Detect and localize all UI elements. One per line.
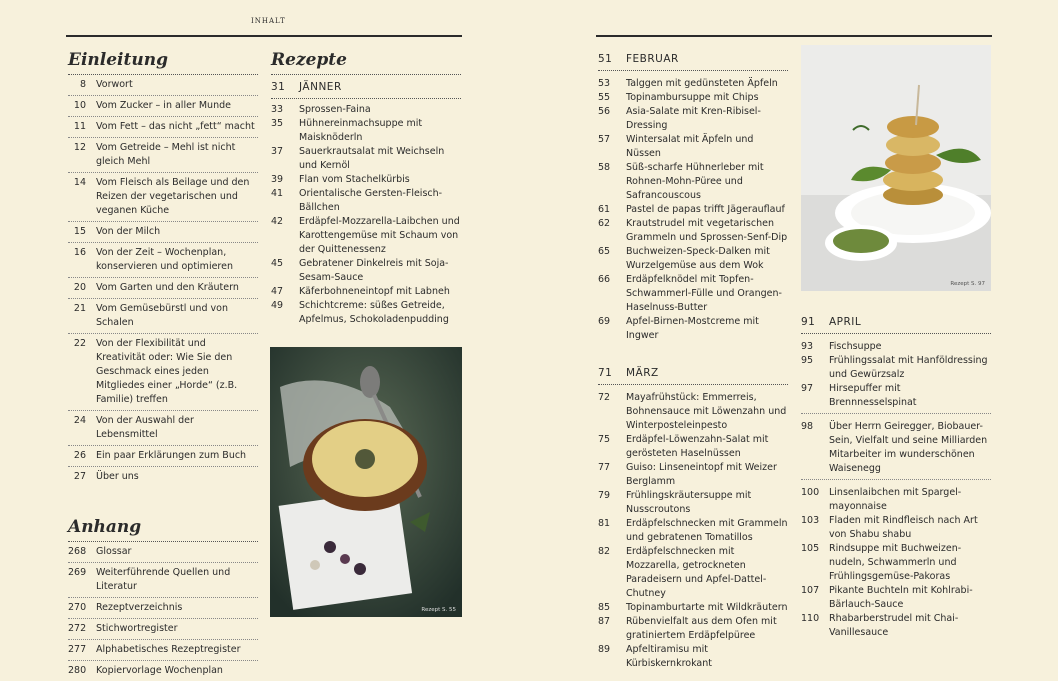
page-number: 55: [598, 92, 611, 103]
page-number: 72: [598, 392, 611, 403]
entry-title: Topinamburtarte mit Wildkräutern: [626, 602, 788, 613]
entry-title: Vom Fleisch als Beilage und den Reizen der vegetarischen und veganen Küche: [96, 177, 250, 216]
entry-title: Erdäpfel-Mozzarella-Laibchen und Karottengemüse mit Schaum von der Quittenessenz: [299, 216, 460, 255]
toc-entry: [598, 133, 788, 161]
toc-entry: [801, 542, 991, 584]
entry-title: Rezeptverzeichnis: [96, 602, 183, 613]
entry-title: Wintersalat mit Äpfeln und Nüssen: [626, 134, 754, 159]
toc-entry: [271, 103, 461, 117]
entry-title: Buchweizen-Speck-Dalken mit Wurzelgemüse aus dem Wok: [626, 246, 770, 271]
page-number: 26: [73, 450, 86, 461]
toc-entry: [598, 615, 788, 643]
entry-title: Gebratener Dinkelreis mit Soja-Sesam-Sauce: [299, 258, 449, 283]
fritters-illustration: [801, 45, 991, 291]
page-number: 277: [68, 644, 87, 655]
month-jaenner: [271, 79, 461, 99]
page-number: 53: [598, 78, 611, 89]
page-number: 110: [801, 613, 820, 624]
entry-title: Glossar: [96, 546, 132, 557]
entry-title: Sprossen-Faina: [299, 104, 371, 115]
month-name: APRIL: [829, 316, 862, 328]
page-number: 69: [598, 316, 611, 327]
page-number: 100: [801, 487, 820, 498]
toc-entry: [801, 584, 991, 612]
rezepte-rule: [271, 74, 461, 75]
month-number: 71: [598, 367, 613, 379]
fritters-photo-caption: Rezept S. 97: [950, 281, 985, 287]
toc-entry: [68, 411, 258, 446]
toc-entry: [598, 433, 788, 461]
page-number: 93: [801, 341, 814, 352]
entry-title: Erdäpfelschnecken mit Grammeln und gebratenen Tomatillos: [626, 518, 788, 543]
toc-entry: [598, 545, 788, 601]
page-number: 82: [598, 546, 611, 557]
entry-title: Von der Zeit – Wochenplan, konservieren und optimieren: [96, 247, 233, 272]
toc-entry: [598, 245, 788, 273]
soup-photo-caption: Rezept S. 55: [421, 607, 456, 613]
page-number: 103: [801, 515, 820, 526]
page-number: 15: [73, 226, 86, 237]
entry-title: Asia-Salate mit Kren-Ribisel-Dressing: [626, 106, 761, 131]
page-number: 37: [271, 146, 284, 157]
entry-title: Flan vom Stachelkürbis: [299, 174, 410, 185]
page-number: 56: [598, 106, 611, 117]
fritters-photo: [801, 45, 991, 291]
toc-entry: [271, 117, 461, 145]
toc-entry: [598, 273, 788, 315]
page-number: 11: [73, 121, 86, 132]
einleitung-title: Einleitung: [68, 50, 168, 70]
entry-title: Talggen mit gedünsteten Äpfeln: [626, 78, 778, 89]
toc-entry: [68, 619, 258, 640]
page-number: 79: [598, 490, 611, 501]
page-number: 10: [73, 100, 86, 111]
entry-title: Vom Gemüsebürstl und von Schalen: [96, 303, 228, 328]
jaenner-list: [271, 103, 461, 327]
toc-entry: [271, 257, 461, 285]
toc-entry: [598, 105, 788, 133]
entry-title: Krautstrudel mit vegetarischen Grammeln und Sprossen-Senf-Dip: [626, 218, 788, 243]
entry-title: Guiso: Linseneintopf mit Weizer Berglamm: [626, 462, 777, 487]
april-list: [801, 340, 991, 414]
page-number: 270: [68, 602, 87, 613]
toc-entry: [801, 382, 991, 410]
page-number: 61: [598, 204, 611, 215]
page-number: 47: [271, 286, 284, 297]
month-name: JÄNNER: [299, 81, 342, 93]
entry-title: Apfel-Birnen-Mostcreme mit Ingwer: [626, 316, 759, 341]
entry-title: Alphabetisches Rezeptregister: [96, 644, 241, 655]
page-number: 8: [79, 79, 86, 90]
month-number: 51: [598, 53, 613, 65]
soup-photo: [270, 347, 462, 617]
month-april: [801, 314, 991, 334]
page-number: 49: [271, 300, 284, 311]
entry-title: Erdäpfelschnecken mit Mozzarella, getrockneten Paradeisern und Apfel-Dattel-Chutney: [626, 546, 767, 599]
toc-entry: [68, 173, 258, 222]
page-number: 27: [73, 471, 86, 482]
april-column: [801, 314, 991, 640]
entry-title: Käferbohneneintopf mit Labneh: [299, 286, 450, 297]
toc-entry: [68, 640, 258, 661]
februar-maerz-column: [598, 51, 788, 671]
entry-title: Über Herrn Geiregger, Biobauer-Sein, Vielfalt und seine Milliarden Mitarbeiter im wunderschönen Waisenegg: [829, 421, 988, 474]
page-number: 280: [68, 665, 87, 676]
toc-entry: [598, 315, 788, 343]
entry-title: Vom Garten und den Kräutern: [96, 282, 239, 293]
page-number: 75: [598, 434, 611, 445]
page-number: 62: [598, 218, 611, 229]
page-number: 87: [598, 616, 611, 627]
entry-title: Pastel de papas trifft Jägerauflauf: [626, 204, 785, 215]
page-number: 57: [598, 134, 611, 145]
entry-title: Vom Fett – das nicht „fett“ macht: [96, 121, 255, 132]
page-number: 269: [68, 567, 87, 578]
entry-title: Erdäpfelknödel mit Topfen-Schwammerl-Fülle und Orangen-Haselnuss-Butter: [626, 274, 782, 313]
toc-entry: [271, 173, 461, 187]
entry-title: Fladen mit Rindfleisch nach Art von Shabu shabu: [829, 515, 978, 540]
toc-entry: [68, 222, 258, 243]
rezepte-column: [271, 48, 461, 327]
toc-entry: [271, 215, 461, 257]
toc-entry: [801, 514, 991, 542]
rezepte-title: Rezepte: [271, 50, 347, 70]
toc-entry: [598, 643, 788, 671]
toc-entry: [598, 517, 788, 545]
toc-entry: [271, 299, 461, 327]
entry-title: Von der Milch: [96, 226, 161, 237]
entry-title: Kopiervorlage Wochenplan: [96, 665, 223, 676]
toc-entry: [598, 461, 788, 489]
page-number: 35: [271, 118, 284, 129]
toc-entry: [68, 542, 258, 563]
entry-title: Fischsuppe: [829, 341, 882, 352]
page-number: 98: [801, 421, 814, 432]
entry-title: Süß-scharfe Hühnerleber mit Rohnen-Mohn-Püree und Safrancouscous: [626, 162, 764, 201]
page-number: 268: [68, 546, 87, 557]
entry-title: Erdäpfel-Löwenzahn-Salat mit gerösteten Haselnüssen: [626, 434, 769, 459]
einleitung-column: [68, 48, 258, 681]
month-number: 31: [271, 81, 286, 93]
entry-title: Ein paar Erklärungen zum Buch: [96, 450, 247, 461]
toc-entry: [801, 612, 991, 640]
anhang-list: [68, 542, 258, 681]
page-number: 12: [73, 142, 86, 153]
entry-title: Von der Flexibilität und Kreativität oder: Wie Sie den Geschmack eines jeden Mitgliedes einer „Horde“ (z.B. Familie) treffen: [96, 338, 238, 405]
entry-title: Rübenvielfalt aus dem Ofen mit gratiniertem Erdäpfelpüree: [626, 616, 777, 641]
page-number: 16: [73, 247, 86, 258]
april-list-continued: [801, 486, 991, 640]
entry-title: Rhabarberstrudel mit Chai-Vanillesauce: [829, 613, 959, 638]
toc-entry: [271, 187, 461, 215]
page-number: 77: [598, 462, 611, 473]
toc-entry: [598, 391, 788, 433]
entry-title: Vom Zucker – in aller Munde: [96, 100, 231, 111]
toc-entry: [68, 278, 258, 299]
toc-entry: [68, 661, 258, 681]
entry-title: Sauerkrautsalat mit Weichseln und Kernöl: [299, 146, 445, 171]
toc-entry: [68, 138, 258, 173]
entry-title: Frühlingskräutersuppe mit Nusscroutons: [626, 490, 752, 515]
page-number: 105: [801, 543, 820, 554]
toc-entry: [68, 96, 258, 117]
toc-entry: [598, 217, 788, 245]
entry-title: Topinambursuppe mit Chips: [626, 92, 759, 103]
page-number: 39: [271, 174, 284, 185]
month-februar: [598, 51, 788, 71]
page-label: INHALT: [251, 17, 286, 25]
page-number: 22: [73, 338, 86, 349]
toc-entry: [68, 117, 258, 138]
page-number: 41: [271, 188, 284, 199]
maerz-list: [598, 391, 788, 671]
soup-illustration: [270, 347, 462, 617]
entry-title: Von der Auswahl der Lebensmittel: [96, 415, 194, 440]
entry-title: Apfeltiramisu mit Kürbiskernkrokant: [626, 644, 712, 669]
page-number: 97: [801, 383, 814, 394]
month-name: FEBRUAR: [626, 53, 679, 65]
page-number: 65: [598, 246, 611, 257]
entry-title: Frühlingssalat mit Hanföldressing und Gewürzsalz: [829, 355, 988, 380]
top-rule-right: [596, 35, 992, 37]
page-number: 66: [598, 274, 611, 285]
entry-title: Hirsepuffer mit Brennnesselspinat: [829, 383, 917, 408]
toc-entry: [68, 334, 258, 411]
toc-entry: [68, 598, 258, 619]
toc-entry: [801, 354, 991, 382]
toc-entry: [271, 145, 461, 173]
page-number: 272: [68, 623, 87, 634]
page-number: 20: [73, 282, 86, 293]
april-feature-list: [801, 420, 991, 480]
page-number: 45: [271, 258, 284, 269]
toc-entry: [801, 420, 991, 476]
toc-entry: [68, 75, 258, 96]
page-number: 81: [598, 518, 611, 529]
top-rule-left: [66, 35, 462, 37]
einleitung-list: [68, 75, 258, 487]
toc-entry: [68, 299, 258, 334]
toc-entry: [68, 243, 258, 278]
toc-entry: [598, 601, 788, 615]
toc-entry: [598, 77, 788, 91]
toc-entry: [801, 340, 991, 354]
month-maerz: [598, 365, 788, 385]
page-number: 21: [73, 303, 86, 314]
entry-title: Rindsuppe mit Buchweizen-nudeln, Schwammerln und Frühlingsgemüse-Pakoras: [829, 543, 962, 582]
page-number: 24: [73, 415, 86, 426]
entry-title: Linsenlaibchen mit Spargel-mayonnaise: [829, 487, 962, 512]
toc-entry: [801, 486, 991, 514]
page-number: 14: [73, 177, 86, 188]
toc-entry: [68, 467, 258, 487]
month-number: 91: [801, 316, 816, 328]
entry-title: Über uns: [96, 471, 139, 482]
page-number: 42: [271, 216, 284, 227]
page-number: 89: [598, 644, 611, 655]
month-name: MÄRZ: [626, 367, 659, 379]
entry-title: Vorwort: [96, 79, 133, 90]
toc-entry: [68, 446, 258, 467]
entry-title: Weiterführende Quellen und Literatur: [96, 567, 231, 592]
toc-entry: [68, 563, 258, 598]
toc-entry: [598, 203, 788, 217]
page-number: 58: [598, 162, 611, 173]
toc-entry: [598, 91, 788, 105]
entry-title: Hühnereinmachsuppe mit Maisknöderln: [299, 118, 423, 143]
entry-title: Pikante Buchteln mit Kohlrabi-Bärlauch-Sauce: [829, 585, 973, 610]
entry-title: Mayafrühstück: Emmerreis, Bohnensauce mit Löwenzahn und Winterposteleinpesto: [626, 392, 787, 431]
toc-entry: [271, 285, 461, 299]
toc-entry: [598, 161, 788, 203]
anhang-title: Anhang: [68, 517, 142, 537]
entry-title: Schichtcreme: süßes Getreide, Apfelmus, Schokoladenpudding: [299, 300, 449, 325]
toc-entry: [598, 489, 788, 517]
page-number: 85: [598, 602, 611, 613]
page-number: 33: [271, 104, 284, 115]
page-number: 95: [801, 355, 814, 366]
entry-title: Orientalische Gersten-Fleisch-Bällchen: [299, 188, 443, 213]
februar-list: [598, 77, 788, 343]
entry-title: Vom Getreide – Mehl ist nicht gleich Mehl: [96, 142, 236, 167]
page-number: 107: [801, 585, 820, 596]
entry-title: Stichwortregister: [96, 623, 178, 634]
